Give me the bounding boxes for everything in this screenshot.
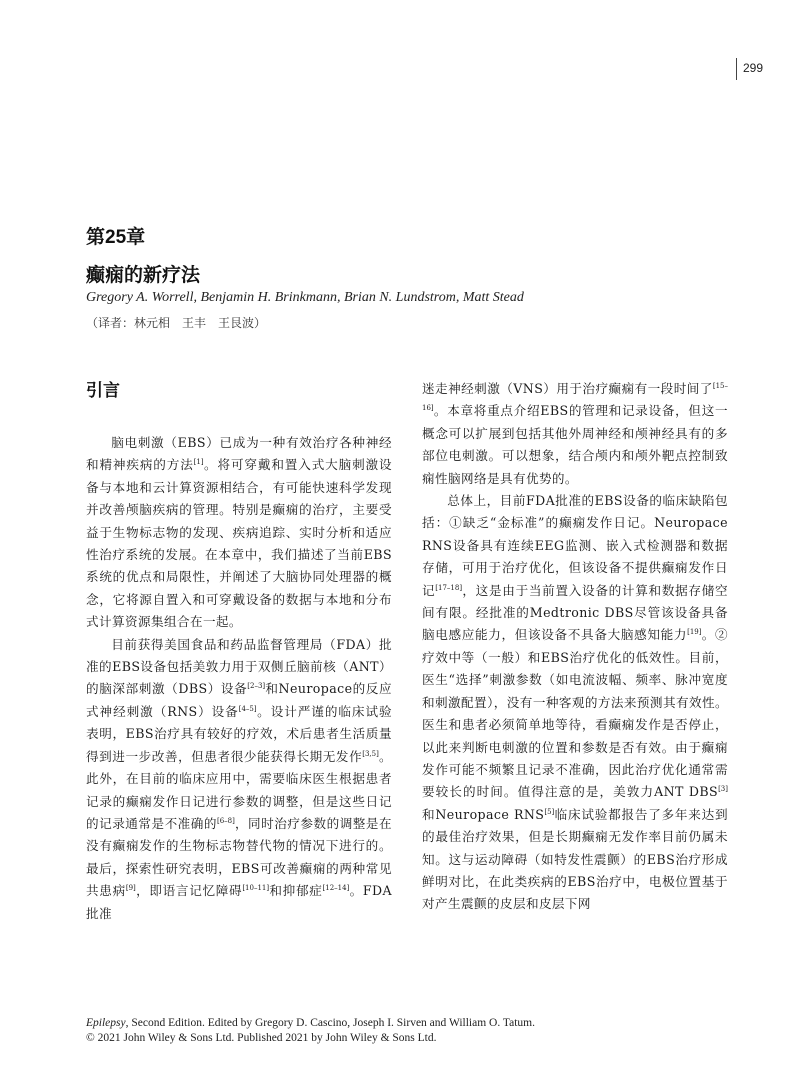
citation: [2–3] bbox=[247, 682, 266, 691]
page-number: 299 bbox=[743, 61, 764, 75]
citation: [12–14] bbox=[322, 884, 350, 893]
citation: [19] bbox=[687, 628, 702, 637]
citation: [3,5] bbox=[362, 749, 379, 758]
citation: [1] bbox=[193, 458, 204, 467]
page-number-rule bbox=[736, 58, 737, 80]
chapter-translators: （译者：林元相 王丰 王艮波） bbox=[86, 316, 267, 330]
chapter-title: 癫痫的新疗法 bbox=[86, 265, 201, 286]
citation: [17–18] bbox=[435, 583, 463, 592]
paragraph: 脑电刺激（EBS）已成为一种有效治疗各种神经和精神疾病的方法[1]。将可穿戴和置入式大脑刺激设备与本地和云计算资源相结合，有可能快速科学发现并改善颅脑疾病的管理。特别是癫痫的治疗，主要受益于生物标志物的发现、疾病追踪、实时分析和适应性治疗系统的发展。在本章中，我们描述了当前EBS系统的优点和局限性，并阐述了大脑协同处理器的概念，它将源自置入和可穿戴设备的数据与本地和分布式计算资源集组合在一起。 bbox=[86, 435, 392, 630]
right-column bbox=[422, 378, 728, 916]
section-heading-introduction: 引言 bbox=[86, 381, 120, 400]
left-column bbox=[86, 432, 392, 925]
citation: [3] bbox=[718, 785, 728, 794]
footer-journal: Epilepsy bbox=[86, 1017, 126, 1029]
citation: [9] bbox=[125, 884, 136, 893]
paragraph: 总体上，目前FDA批准的EBS设备的临床缺陷包括：①缺乏“金标准”的癫痫发作日记。Neuropace RNS设备具有连续EEG监测、嵌入式检测器和数据存储，可用于治疗优化，但该设备不提供癫痫发作日记[17–18]，这是由于当前置入设备的计算和数据存储空间有限。经批准的Medtronic DBS尽管该设备具备脑电感应能力，但该设备不具备大脑感知能力[19]。②疗效中等（一般）和EBS治疗优化的低效性。目前，医生“选择”刺激参数（如电流波幅、频率、脉冲宽度和刺激配置），没有一种客观的方法来预测其有效性。医生和患者必须简单地等待，看癫痫发作是否停止，以此来判断电刺激的位置和参数是否有效。由于癫痫发作可能不频繁且记录不准确，因此治疗优化通常需要较长的时间。值得注意的是，美敦力ANT DBS[3]和Neuropace RNS[5]临床试验都报告了多年来达到的最佳治疗效果，但是长期癫痫无发作率目前仍属未知。这与运动障碍（如特发性震颤）的EBS治疗形成鲜明对比，在此类疾病的EBS治疗中，电极位置基于对产生震颤的皮层和皮层下网 bbox=[422, 493, 729, 912]
citation: [6–8] bbox=[216, 816, 235, 825]
footer-line: © 2021 John Wiley & Sons Ltd. Published 2021 by John Wiley & Sons Ltd. bbox=[86, 1032, 437, 1044]
citation: [5] bbox=[544, 807, 555, 816]
chapter-authors: Gregory A. Worrell, Benjamin H. Brinkmann, Brian N. Lundstrom, Matt Stead bbox=[86, 290, 524, 305]
footer-copyright bbox=[86, 1016, 535, 1046]
paragraph: 迷走神经刺激（VNS）用于治疗癫痫有一段时间了[15–16]。本章将重点介绍EBS的管理和记录设备，但这一概念可以扩展到包括其他外周神经和颅神经具有的多部位电刺激。可以想象，结合颅内和颅外靶点控制致痫性脑网络是具有优势的。 bbox=[422, 381, 728, 486]
citation: [15–16] bbox=[422, 382, 728, 413]
chapter-number: 第25章 bbox=[86, 227, 146, 248]
citation: [10–11] bbox=[242, 884, 270, 893]
paragraph: 目前获得美国食品和药品监督管理局（FDA）批准的EBS设备包括美敦力用于双侧丘脑前核（ANT）的脑深部刺激（DBS）设备[2–3]和Neuropace的反应式神经刺激（RNS）设备[4–5]。设计严谨的临床试验表明，EBS治疗具有较好的疗效，术后患者生活质量得到进一步改善，但患者很少能获得长期无发作[3,5]。此外，在目前的临床应用中，需要临床医生根据患者记录的癫痫发作日记进行参数的调整，但是这些日记的记录通常是不准确的[6–8]，同时治疗参数的调整是在没有癫痫发作的生物标志物替代物的情况下进行的。最后，探索性研究表明，EBS可改善癫痫的两种常见共患病[9]，即语言记忆障碍[10–11]和抑郁症[12–14]。FDA批准 bbox=[86, 636, 393, 921]
citation: [4–5] bbox=[238, 704, 257, 713]
footer-line: Epilepsy, Second Edition. Edited by Gregory D. Cascino, Joseph I. Sirven and William O. Tatum. bbox=[86, 1017, 535, 1029]
